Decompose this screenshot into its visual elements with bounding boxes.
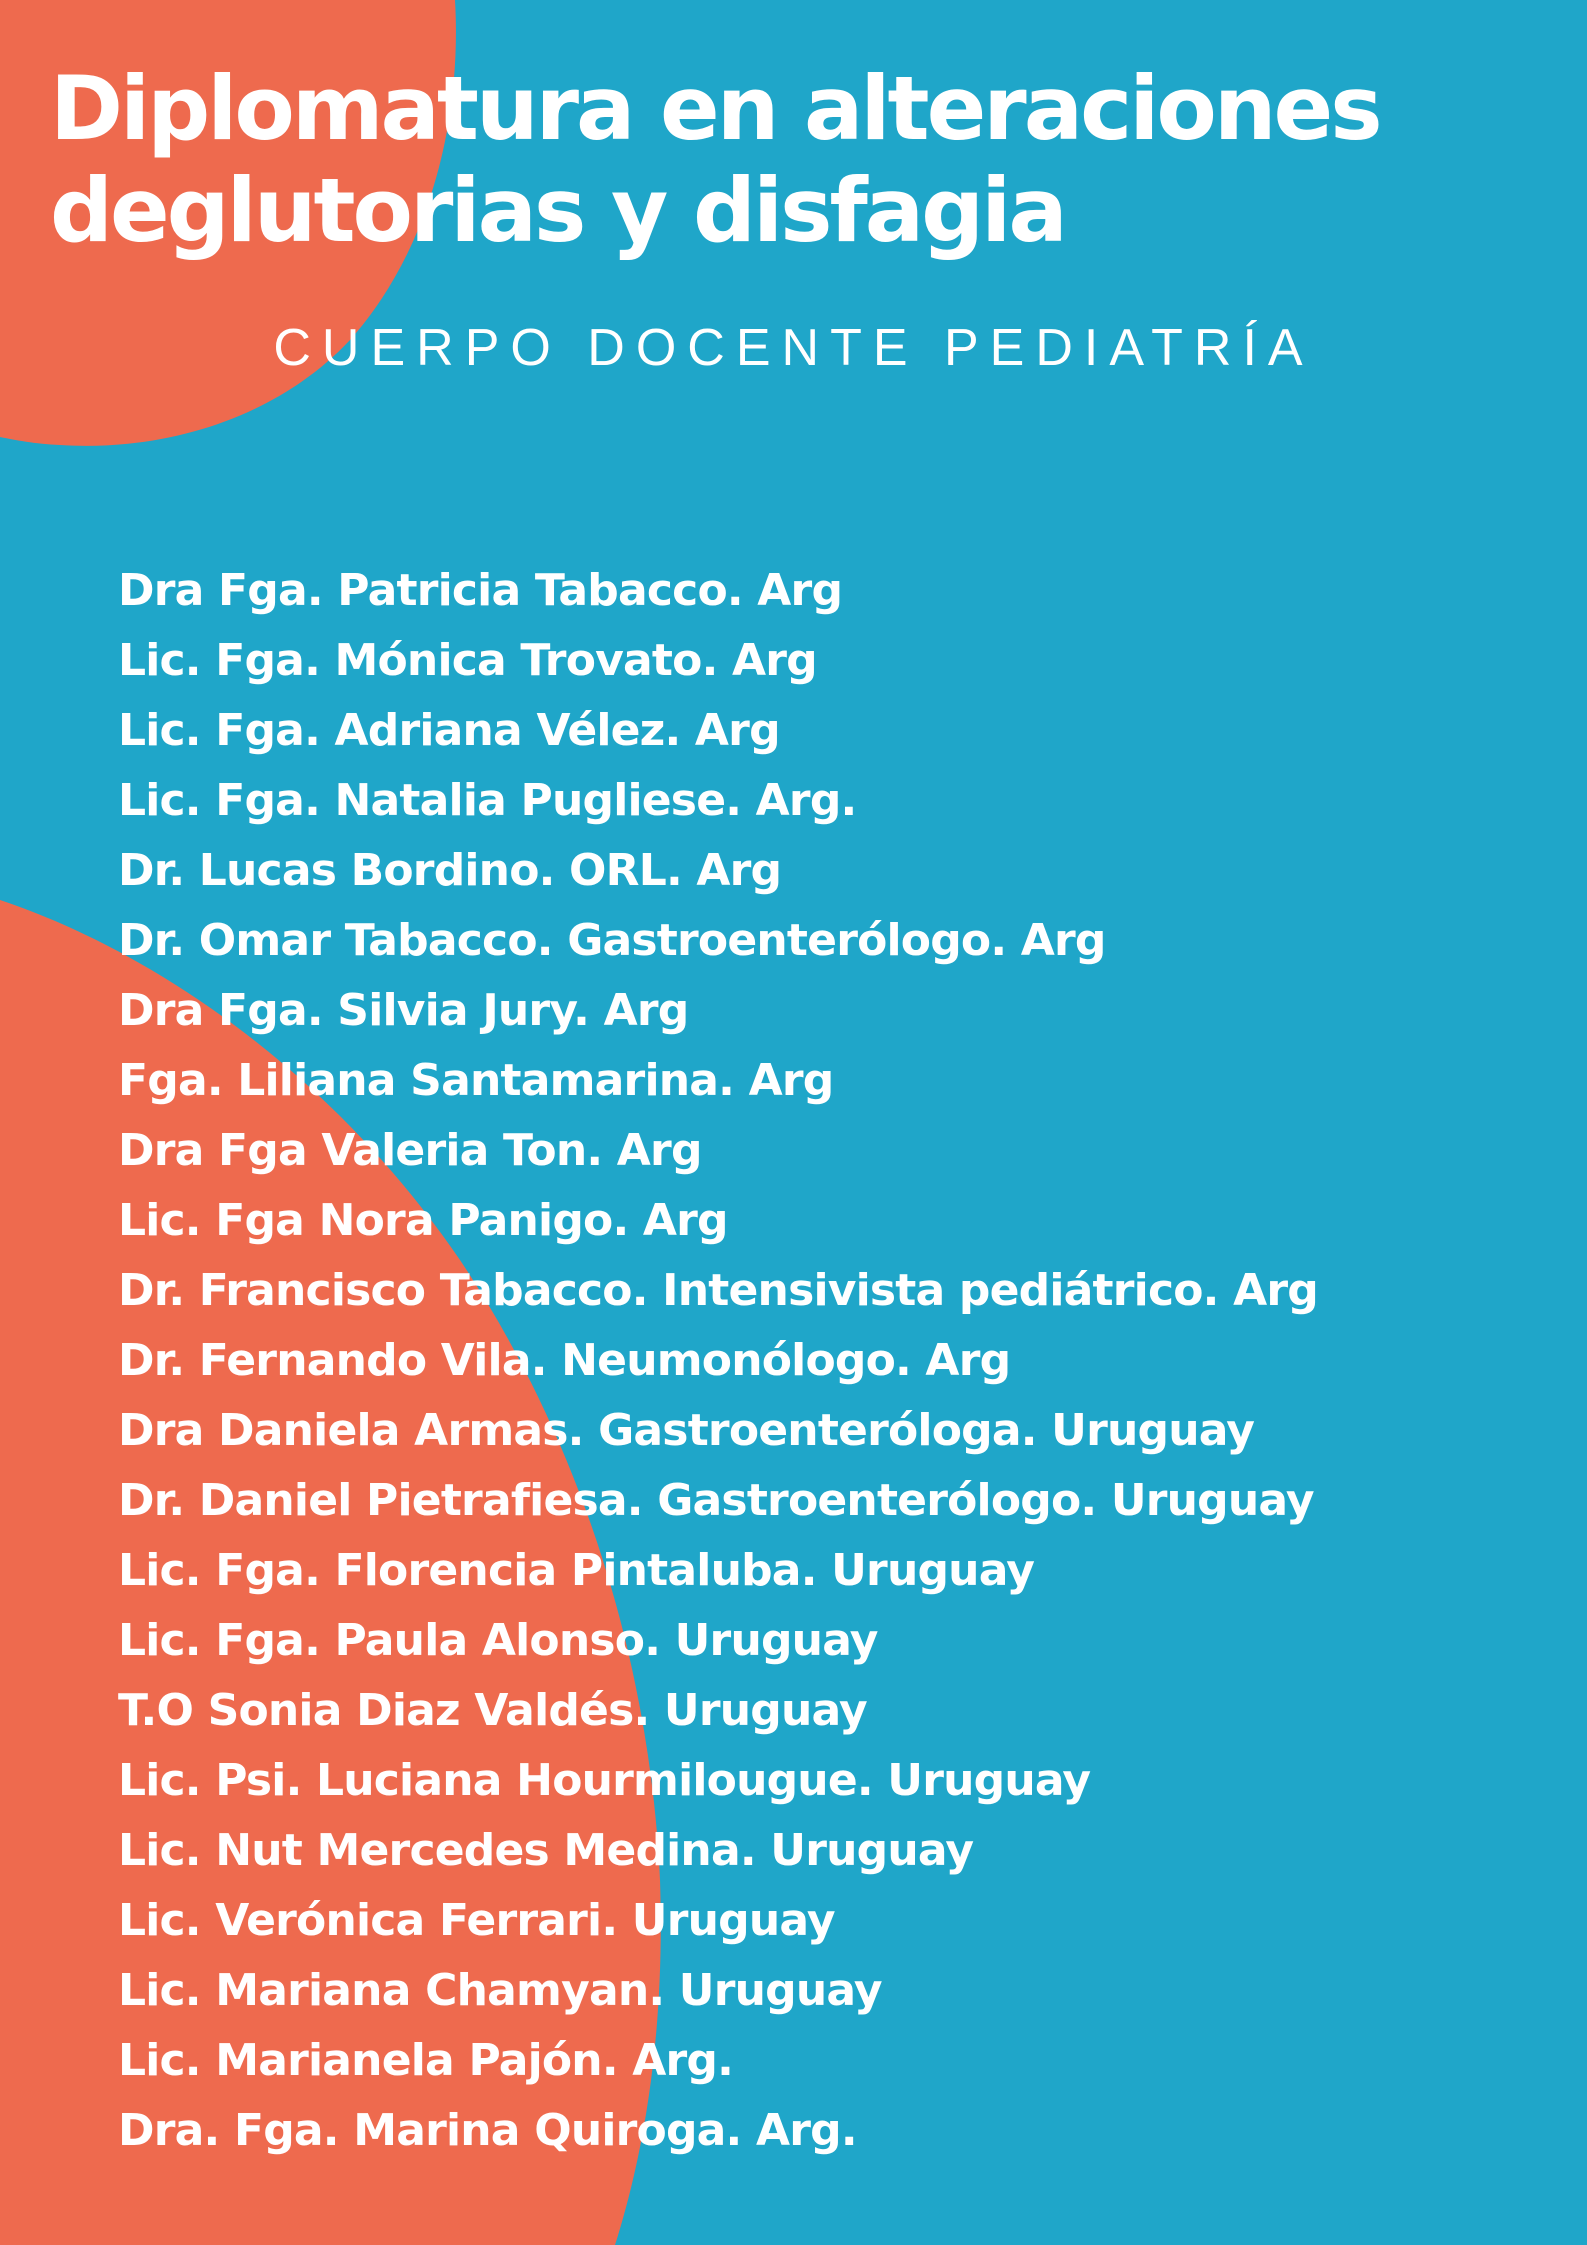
faculty-member: Dr. Omar Tabacco. Gastroenterólogo. Arg [118, 915, 1106, 966]
faculty-member: Dr. Fernando Vila. Neumonólogo. Arg [118, 1335, 1011, 1386]
faculty-member: Fga. Liliana Santamarina. Arg [118, 1055, 834, 1106]
faculty-member: Dra Daniela Armas. Gastroenteróloga. Uruguay [118, 1405, 1255, 1456]
faculty-member: Lic. Verónica Ferrari. Uruguay [118, 1895, 835, 1946]
faculty-member: Lic. Nut Mercedes Medina. Uruguay [118, 1825, 974, 1876]
faculty-member: Lic. Psi. Luciana Hourmilougue. Uruguay [118, 1755, 1091, 1806]
faculty-member: T.O Sonia Diaz Valdés. Uruguay [118, 1685, 867, 1736]
faculty-list [118, 556, 1558, 2166]
faculty-member: Lic. Fga. Adriana Vélez. Arg [118, 705, 780, 756]
page-title-line-1: Diplomatura en alteraciones [50, 57, 1380, 160]
faculty-member: Lic. Fga. Mónica Trovato. Arg [118, 635, 817, 686]
faculty-member: Dra Fga. Silvia Jury. Arg [118, 985, 689, 1036]
faculty-member: Dra Fga Valeria Ton. Arg [118, 1125, 702, 1176]
faculty-member: Lic. Fga. Natalia Pugliese. Arg. [118, 775, 857, 826]
faculty-member: Dra Fga. Patricia Tabacco. Arg [118, 565, 843, 616]
faculty-member: Lic. Marianela Pajón. Arg. [118, 2035, 734, 2086]
page-title [50, 58, 1550, 262]
faculty-member: Dr. Lucas Bordino. ORL. Arg [118, 845, 782, 896]
faculty-member: Lic. Fga Nora Panigo. Arg [118, 1195, 728, 1246]
page-subtitle: CUERPO DOCENTE PEDIATRÍA [273, 319, 1314, 377]
faculty-member: Lic. Fga. Florencia Pintaluba. Uruguay [118, 1545, 1035, 1596]
faculty-member: Dr. Francisco Tabacco. Intensivista pediátrico. Arg [118, 1265, 1318, 1316]
faculty-member: Lic. Mariana Chamyan. Uruguay [118, 1965, 882, 2016]
faculty-member: Dra. Fga. Marina Quiroga. Arg. [118, 2105, 857, 2156]
page-title-line-2: deglutorias y disfagia [50, 159, 1065, 262]
faculty-member: Dr. Daniel Pietrafiesa. Gastroenterólogo. Uruguay [118, 1475, 1314, 1526]
faculty-member: Lic. Fga. Paula Alonso. Uruguay [118, 1615, 878, 1666]
